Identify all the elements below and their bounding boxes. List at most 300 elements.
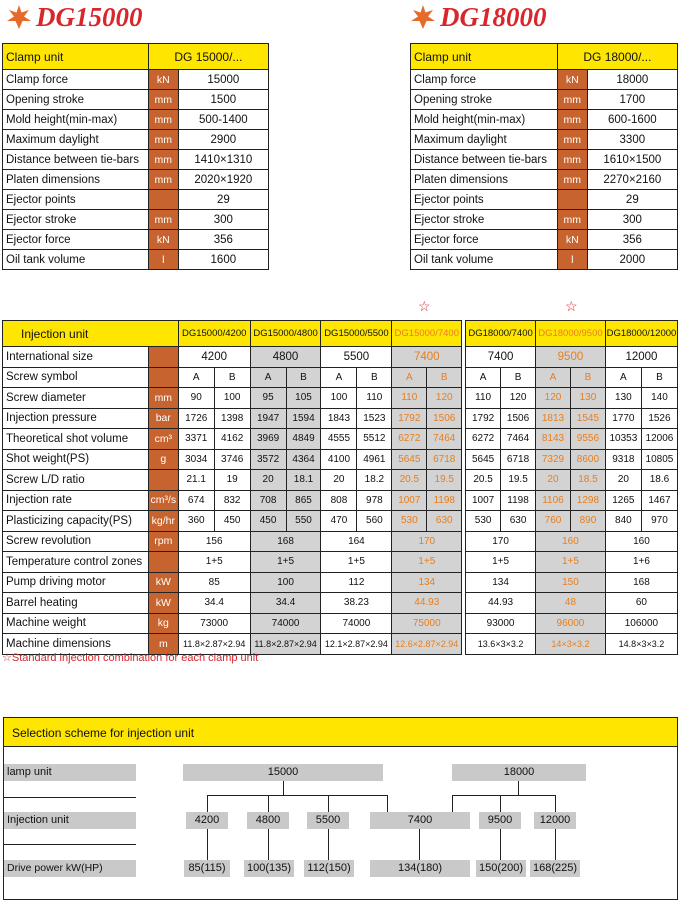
clamp-row xyxy=(411,210,678,230)
cell-value: 560 xyxy=(357,511,392,532)
selection-header: Selection scheme for injection unit xyxy=(4,718,677,747)
cell-value: 9556 xyxy=(570,429,605,450)
cell-value: 530 xyxy=(392,511,427,532)
cell-value: 100 xyxy=(214,388,250,409)
injection-7400: 7400 xyxy=(370,812,470,829)
cell-value: 5645 xyxy=(392,449,427,470)
spec-unit: mm xyxy=(148,110,178,130)
cell-value: 4849 xyxy=(286,429,321,450)
model-5: DG18000/9500 xyxy=(536,321,606,347)
clamp-table-dg15000 xyxy=(2,43,269,270)
cell-value: 18.2 xyxy=(357,470,392,491)
spec-unit: kN xyxy=(557,70,587,90)
clamp-row xyxy=(411,170,678,190)
cell-value: 1007 xyxy=(466,490,501,511)
cell-value: 95 xyxy=(250,388,286,409)
title-dg15000: DG15000 xyxy=(6,2,143,32)
cell-value: 450 xyxy=(250,511,286,532)
spec-unit: mm xyxy=(148,130,178,150)
power-112: 112(150) xyxy=(304,860,354,877)
cell-value: 1523 xyxy=(357,408,392,429)
spec-value: 600-1600 xyxy=(587,110,677,130)
cell-value: A xyxy=(392,367,427,388)
spec-label: Opening stroke xyxy=(411,90,558,110)
cell-value: 708 xyxy=(250,490,286,511)
cell-value: 20 xyxy=(536,470,571,491)
cell-value: 34.4 xyxy=(178,593,250,614)
spec-value: 15000 xyxy=(178,70,268,90)
cell-value: 1007 xyxy=(392,490,427,511)
cell-value: 170 xyxy=(466,531,536,552)
spec-unit: mm xyxy=(557,110,587,130)
spec-label: Theoretical shot volume xyxy=(3,429,149,450)
cell-value: 10805 xyxy=(641,449,677,470)
spec-label: Mold height(min-max) xyxy=(3,110,149,130)
cell-value: 4162 xyxy=(214,429,250,450)
spec-unit: cm³/s xyxy=(148,490,178,511)
cell-value: 130 xyxy=(570,388,605,409)
cell-value: 100 xyxy=(250,572,321,593)
cell-value: 674 xyxy=(178,490,214,511)
injection-row xyxy=(3,388,678,409)
spec-label: Oil tank volume xyxy=(411,250,558,270)
cell-value: B xyxy=(641,367,677,388)
cell-value: 20 xyxy=(321,470,357,491)
cell-value: 1467 xyxy=(641,490,677,511)
injection-header-row xyxy=(3,321,678,347)
spec-label: Screw revolution xyxy=(3,531,149,552)
cell-value: 20.5 xyxy=(466,470,501,491)
clamp-row xyxy=(411,190,678,210)
spec-label: Opening stroke xyxy=(3,90,149,110)
spec-value: 2020×1920 xyxy=(178,170,268,190)
cell-value: 1813 xyxy=(536,408,571,429)
spec-label: Screw diameter xyxy=(3,388,149,409)
cell-value: 18.5 xyxy=(570,470,605,491)
standard-star-7400: ☆ xyxy=(418,298,431,314)
cell-value: 110 xyxy=(357,388,392,409)
spec-label: Ejector force xyxy=(3,230,149,250)
cell-value: 6272 xyxy=(392,429,427,450)
spec-unit: kW xyxy=(148,593,178,614)
spec-value: 500-1400 xyxy=(178,110,268,130)
cell-value: 3572 xyxy=(250,449,286,470)
spec-label: Oil tank volume xyxy=(3,250,149,270)
cell-value: 890 xyxy=(570,511,605,532)
spec-label: Ejector points xyxy=(411,190,558,210)
spec-value: 1600 xyxy=(178,250,268,270)
spec-unit: bar xyxy=(148,408,178,429)
cell-value: 1545 xyxy=(570,408,605,429)
spec-unit: rpm xyxy=(148,531,178,552)
standard-note: ☆Standard injection combination for each clamp unit xyxy=(2,652,259,664)
cell-value: 1398 xyxy=(214,408,250,429)
cell-value: 112 xyxy=(321,572,392,593)
cell-value: 168 xyxy=(250,531,321,552)
cell-value: 160 xyxy=(536,531,606,552)
spec-unit xyxy=(148,347,178,368)
cell-value: 11.8×2.87×2.94 xyxy=(178,634,250,655)
cell-value: 530 xyxy=(466,511,501,532)
cell-value: 12006 xyxy=(641,429,677,450)
cell-value: 74000 xyxy=(250,613,321,634)
cell-value: 3371 xyxy=(178,429,214,450)
cell-value: 1843 xyxy=(321,408,357,429)
spec-unit xyxy=(148,470,178,491)
model-3: DG15000/7400 xyxy=(392,321,462,347)
row-label-clamp: lamp unit xyxy=(4,764,136,781)
cell-value: 170 xyxy=(392,531,462,552)
cell-value: B xyxy=(357,367,392,388)
cell-value: 73000 xyxy=(178,613,250,634)
clamp-row xyxy=(3,230,269,250)
cell-value: 106000 xyxy=(605,613,677,634)
cell-value: 808 xyxy=(321,490,357,511)
cell-value: 1506 xyxy=(427,408,462,429)
spec-label: Ejector force xyxy=(411,230,558,250)
cell-value: 18.1 xyxy=(286,470,321,491)
spec-unit xyxy=(148,552,178,573)
cell-value: 14.8×3×3.2 xyxy=(605,634,677,655)
cell-value: 110 xyxy=(466,388,501,409)
injection-row xyxy=(3,490,678,511)
cell-value: 1+5 xyxy=(466,552,536,573)
cell-value: 150 xyxy=(536,572,606,593)
cell-value: 1198 xyxy=(427,490,462,511)
spec-label: Ejector stroke xyxy=(411,210,558,230)
cell-value: A xyxy=(250,367,286,388)
cell-value: 630 xyxy=(501,511,536,532)
cell-value: 120 xyxy=(536,388,571,409)
cell-value: 100 xyxy=(321,388,357,409)
selection-scheme xyxy=(3,717,678,900)
injection-row xyxy=(3,593,678,614)
model-2: DG15000/5500 xyxy=(321,321,392,347)
clamp-row xyxy=(411,110,678,130)
cell-value: 14×3×3.2 xyxy=(536,634,606,655)
cell-value: 164 xyxy=(321,531,392,552)
spec-value: 300 xyxy=(178,210,268,230)
spec-label: Mold height(min-max) xyxy=(411,110,558,130)
spec-unit: kN xyxy=(148,70,178,90)
clamp-row xyxy=(411,230,678,250)
clamp-row xyxy=(3,190,269,210)
spec-label: Screw L/D ratio xyxy=(3,470,149,491)
spec-unit: mm xyxy=(148,90,178,110)
cell-value: 9318 xyxy=(605,449,641,470)
cell-value: 10353 xyxy=(605,429,641,450)
cell-value: 1792 xyxy=(392,408,427,429)
clamp-row xyxy=(411,130,678,150)
clamp-header: Clamp unit xyxy=(3,44,149,70)
cell-value: 1+5 xyxy=(321,552,392,573)
spec-unit: kN xyxy=(148,230,178,250)
cell-value: 3746 xyxy=(214,449,250,470)
clamp-table-dg18000 xyxy=(410,43,678,270)
spec-unit xyxy=(557,190,587,210)
cell-value: 450 xyxy=(214,511,250,532)
clamp-row xyxy=(411,70,678,90)
spec-value: 2000 xyxy=(587,250,677,270)
spec-label: Screw symbol xyxy=(3,367,149,388)
spec-unit: kW xyxy=(148,572,178,593)
cell-value: A xyxy=(466,367,501,388)
cell-value: 21.1 xyxy=(178,470,214,491)
clamp-row xyxy=(3,90,269,110)
size-value: 12000 xyxy=(605,347,677,368)
spec-unit: mm xyxy=(557,210,587,230)
cell-value: A xyxy=(605,367,641,388)
model-4: DG18000/7400 xyxy=(466,321,536,347)
cell-value: 20 xyxy=(250,470,286,491)
spec-unit xyxy=(148,190,178,210)
spec-label: Barrel heating xyxy=(3,593,149,614)
cell-value: 5645 xyxy=(466,449,501,470)
cell-value: 1+5 xyxy=(392,552,462,573)
spec-value: 356 xyxy=(587,230,677,250)
cell-value: 156 xyxy=(178,531,250,552)
cell-value: 4364 xyxy=(286,449,321,470)
power-100: 100(135) xyxy=(244,860,294,877)
cell-value: 105 xyxy=(286,388,321,409)
spec-unit: l xyxy=(148,250,178,270)
spec-value: 356 xyxy=(178,230,268,250)
cell-value: B xyxy=(427,367,462,388)
cell-value: 48 xyxy=(536,593,606,614)
spec-label: Shot weight(PS) xyxy=(3,449,149,470)
cell-value: 34.4 xyxy=(250,593,321,614)
cell-value: 630 xyxy=(427,511,462,532)
spec-label: Temperature control zones xyxy=(3,552,149,573)
injection-row xyxy=(3,511,678,532)
cell-value: 6718 xyxy=(501,449,536,470)
injection-row xyxy=(3,429,678,450)
cell-value: B xyxy=(286,367,321,388)
spec-value: 18000 xyxy=(587,70,677,90)
clamp-row xyxy=(411,150,678,170)
injection-row xyxy=(3,531,678,552)
size-value: 7400 xyxy=(392,347,462,368)
cell-value: 85 xyxy=(178,572,250,593)
clamp-model: DG 15000/... xyxy=(148,44,268,70)
clamp-row xyxy=(3,70,269,90)
cell-value: 19 xyxy=(214,470,250,491)
cell-value: 93000 xyxy=(466,613,536,634)
spec-value: 1410×1310 xyxy=(178,150,268,170)
spec-value: 1610×1500 xyxy=(587,150,677,170)
spec-label: Machine dimensions xyxy=(3,634,149,655)
cell-value: B xyxy=(570,367,605,388)
cell-value: 832 xyxy=(214,490,250,511)
size-value: 4800 xyxy=(250,347,321,368)
spec-unit: kN xyxy=(557,230,587,250)
size-value: 7400 xyxy=(466,347,536,368)
injection-row xyxy=(3,367,678,388)
row-label-drive-power: Drive power kW(HP) xyxy=(4,860,136,877)
model-6: DG18000/12000 xyxy=(605,321,677,347)
standard-star-9500: ☆ xyxy=(565,298,578,314)
spec-label: Distance between tie-bars xyxy=(411,150,558,170)
spec-label: Clamp force xyxy=(411,70,558,90)
cell-value: 160 xyxy=(605,531,677,552)
power-85: 85(115) xyxy=(184,860,230,877)
cell-value: 1+5 xyxy=(536,552,606,573)
cell-value: 1+6 xyxy=(605,552,677,573)
cell-value: 13.6×3×3.2 xyxy=(466,634,536,655)
spec-value: 300 xyxy=(587,210,677,230)
cell-value: A xyxy=(321,367,357,388)
model-0: DG15000/4200 xyxy=(178,321,250,347)
cell-value: 134 xyxy=(466,572,536,593)
cell-value: 110 xyxy=(392,388,427,409)
cell-value: A xyxy=(178,367,214,388)
cell-value: 168 xyxy=(605,572,677,593)
cell-value: 1792 xyxy=(466,408,501,429)
model-1: DG15000/4800 xyxy=(250,321,321,347)
cell-value: 8600 xyxy=(570,449,605,470)
cell-value: 96000 xyxy=(536,613,606,634)
cell-value: 1+5 xyxy=(250,552,321,573)
cell-value: 550 xyxy=(286,511,321,532)
clamp-15000: 15000 xyxy=(183,764,383,781)
clamp-model: DG 18000/... xyxy=(557,44,677,70)
spec-unit: m xyxy=(148,634,178,655)
spec-value: 3300 xyxy=(587,130,677,150)
spec-unit: mm xyxy=(148,210,178,230)
cell-value: 978 xyxy=(357,490,392,511)
cell-value: B xyxy=(214,367,250,388)
cell-value: 20 xyxy=(605,470,641,491)
spec-label: Pump driving motor xyxy=(3,572,149,593)
title-dg18000: DG18000 xyxy=(410,2,547,32)
size-value: 9500 xyxy=(536,347,606,368)
clamp-18000: 18000 xyxy=(452,764,586,781)
injection-5500: 5500 xyxy=(307,812,349,829)
cell-value: 7464 xyxy=(501,429,536,450)
cell-value: 60 xyxy=(605,593,677,614)
power-150: 150(200) xyxy=(476,860,526,877)
cell-value: 760 xyxy=(536,511,571,532)
spec-label: Injection rate xyxy=(3,490,149,511)
cell-value: 6718 xyxy=(427,449,462,470)
cell-value: 360 xyxy=(178,511,214,532)
spec-label: Plasticizing capacity(PS) xyxy=(3,511,149,532)
spec-value: 2270×2160 xyxy=(587,170,677,190)
clamp-row xyxy=(3,250,269,270)
injection-4200: 4200 xyxy=(186,812,228,829)
clamp-row xyxy=(3,210,269,230)
cell-value: 7329 xyxy=(536,449,571,470)
cell-value: 840 xyxy=(605,511,641,532)
injection-table xyxy=(2,320,678,655)
spec-unit: mm xyxy=(557,130,587,150)
cell-value: 1726 xyxy=(178,408,214,429)
cell-value: 1+5 xyxy=(178,552,250,573)
injection-row xyxy=(3,470,678,491)
size-value: 5500 xyxy=(321,347,392,368)
spec-unit: l xyxy=(557,250,587,270)
cell-value: 130 xyxy=(605,388,641,409)
clamp-row xyxy=(3,170,269,190)
cell-value: 140 xyxy=(641,388,677,409)
injection-12000: 12000 xyxy=(534,812,576,829)
cell-value: 470 xyxy=(321,511,357,532)
cell-value: 12.1×2.87×2.94 xyxy=(321,634,392,655)
spec-label: Ejector stroke xyxy=(3,210,149,230)
cell-value: 4555 xyxy=(321,429,357,450)
spec-label: Platen dimensions xyxy=(3,170,149,190)
cell-value: 120 xyxy=(501,388,536,409)
spec-unit: mm xyxy=(557,170,587,190)
spec-value: 29 xyxy=(178,190,268,210)
cell-value: 1265 xyxy=(605,490,641,511)
cell-value: 19.5 xyxy=(427,470,462,491)
spec-label: Distance between tie-bars xyxy=(3,150,149,170)
star-icon xyxy=(6,4,32,30)
cell-value: 5512 xyxy=(357,429,392,450)
cell-value: 19.5 xyxy=(501,470,536,491)
spec-label: Maximum daylight xyxy=(3,130,149,150)
spec-unit: kg xyxy=(148,613,178,634)
cell-value: 4100 xyxy=(321,449,357,470)
row-label-injection: Injection unit xyxy=(4,812,136,829)
injection-row xyxy=(3,347,678,368)
injection-row xyxy=(3,613,678,634)
spec-value: 1500 xyxy=(178,90,268,110)
spec-label: Injection pressure xyxy=(3,408,149,429)
cell-value: 970 xyxy=(641,511,677,532)
spec-unit: mm xyxy=(148,170,178,190)
clamp-row xyxy=(3,150,269,170)
cell-value: B xyxy=(501,367,536,388)
cell-value: 7464 xyxy=(427,429,462,450)
injection-row xyxy=(3,572,678,593)
spec-label: Machine weight xyxy=(3,613,149,634)
spec-unit: mm xyxy=(557,150,587,170)
clamp-header: Clamp unit xyxy=(411,44,558,70)
cell-value: 38.23 xyxy=(321,593,392,614)
spec-label: Ejector points xyxy=(3,190,149,210)
power-134: 134(180) xyxy=(370,860,470,877)
cell-value: 3969 xyxy=(250,429,286,450)
injection-row xyxy=(3,449,678,470)
injection-row xyxy=(3,552,678,573)
cell-value: 6272 xyxy=(466,429,501,450)
clamp-row xyxy=(411,90,678,110)
spec-label: International size xyxy=(3,347,149,368)
cell-value: 90 xyxy=(178,388,214,409)
cell-value: 1947 xyxy=(250,408,286,429)
cell-value: 44.93 xyxy=(466,593,536,614)
spec-unit: g xyxy=(148,449,178,470)
cell-value: 3034 xyxy=(178,449,214,470)
spec-value: 29 xyxy=(587,190,677,210)
spec-unit: mm xyxy=(148,150,178,170)
cell-value: 1198 xyxy=(501,490,536,511)
injection-header: Injection unit xyxy=(3,321,179,347)
cell-value: 74000 xyxy=(321,613,392,634)
spec-label: Platen dimensions xyxy=(411,170,558,190)
spec-label: Maximum daylight xyxy=(411,130,558,150)
spec-unit xyxy=(148,367,178,388)
cell-value: 75000 xyxy=(392,613,462,634)
cell-value: 8143 xyxy=(536,429,571,450)
cell-value: 4961 xyxy=(357,449,392,470)
clamp-row xyxy=(3,110,269,130)
injection-9500: 9500 xyxy=(479,812,521,829)
star-icon xyxy=(410,4,436,30)
cell-value: A xyxy=(536,367,571,388)
